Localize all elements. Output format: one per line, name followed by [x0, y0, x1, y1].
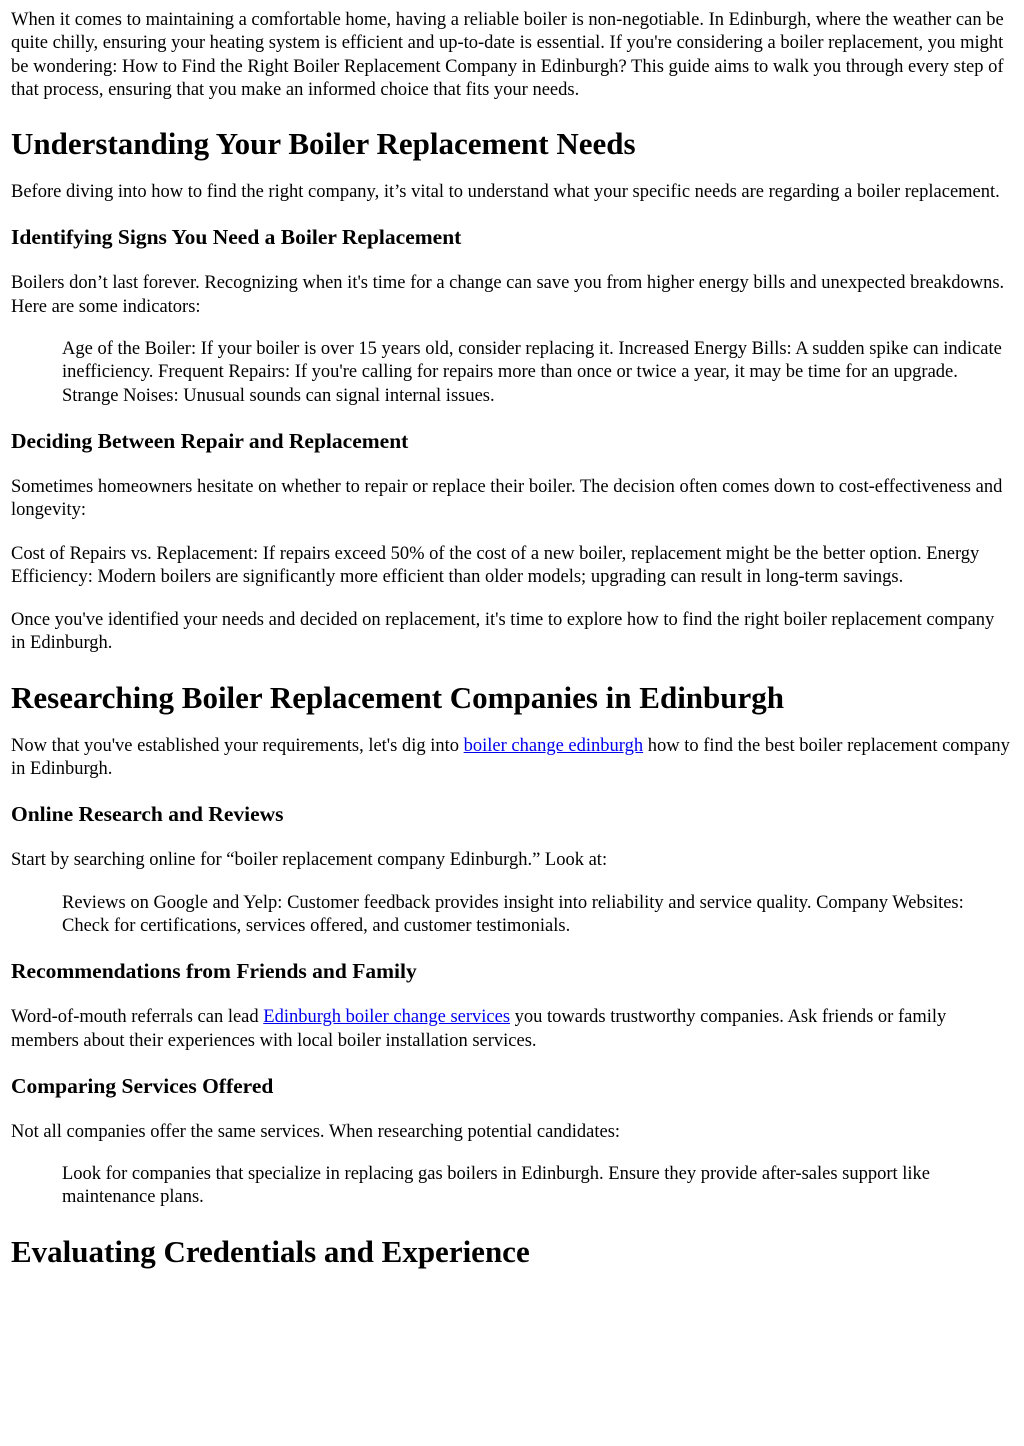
recommendations-paragraph [11, 1006, 1011, 1053]
section-heading-researching-companies: Researching Boiler Replacement Companies in Edinburgh [11, 679, 785, 715]
signs-indented-list: Age of the Boiler: If your boiler is over 15 years old, consider replacing it. Increased Energy Bills: A sudden spike can indicate inefficiency. Frequent Repairs: If you're calling for repairs more than once or twice a year, it may be time for an upgrade. Strange Noises: Unusual sounds can signal internal issues. [62, 339, 1002, 406]
online-research-paragraph: Start by searching online for “boiler replacement company Edinburgh.” Look at: [11, 850, 608, 871]
research-intro-text-after: how to find the best boiler replacement company in Edinburgh. [11, 735, 1010, 780]
next-step-paragraph: Once you've identified your needs and decided on replacement, it's time to explore how to find the right boiler replacement company in Edinburgh. [11, 610, 995, 654]
recommendations-text-after: you towards trustworthy companies. Ask friends or family members about their experiences with local boiler installation services. [11, 1007, 947, 1051]
repair-vs-replacement-paragraph: Sometimes homeowners hesitate on whether to repair or replace their boiler. The decision often comes down to cost-effectiveness and longevity: [11, 476, 1003, 521]
section-heading-credentials: Evaluating Credentials and Experience [11, 1233, 530, 1269]
intro-paragraph: When it comes to maintaining a comfortable home, having a reliable boiler is non-negotiable. In Edinburgh, where the weather can be quite chilly, ensuring your heating system is efficient and up-to-date is essential. If you're considering a boiler replacement, you might be wondering: How to Find the Right Boiler Replacement Company in Edinburgh? This guide aims to walk you through every step of that process, ensuring that you make an informed choice that fits your needs. [11, 10, 1004, 100]
subheading-recommendations: Recommendations from Friends and Family [11, 959, 417, 984]
online-research-indented-list: Reviews on Google and Yelp: Customer feedback provides insight into reliability and service quality. Company Websites: Check for certifications, services offered, and customer testimonials. [62, 892, 964, 936]
subheading-repair-vs-replacement: Deciding Between Repair and Replacement [11, 428, 409, 453]
signs-paragraph: Boilers don’t last forever. Recognizing when it's time for a change can save you from higher energy bills and unexpected breakdowns. Here are some indicators: [11, 273, 1005, 317]
research-intro-paragraph [11, 735, 1011, 782]
edinburgh-boiler-change-services-link[interactable]: Edinburgh boiler change services [263, 1007, 511, 1028]
comparing-services-indented-list: Look for companies that specialize in replacing gas boilers in Edinburgh. Ensure they provide after-sales support like maintenance plans. [62, 1164, 931, 1208]
section-heading-understanding-needs: Understanding Your Boiler Replacement Needs [11, 126, 636, 162]
subheading-identifying-signs: Identifying Signs You Need a Boiler Replacement [11, 225, 462, 250]
cost-efficiency-paragraph: Cost of Repairs vs. Replacement: If repairs exceed 50% of the cost of a new boiler, replacement might be the better option. Energy Efficiency: Modern boilers are significantly more efficient than older models; upgrading can result in long-term savings. [11, 543, 980, 587]
boiler-change-edinburgh-link[interactable]: boiler change edinburgh [463, 735, 644, 756]
subheading-online-research: Online Research and Reviews [11, 802, 284, 827]
research-intro-text-before: Now that you've established your requirements, let's dig into [11, 735, 464, 756]
recommendations-text-before: Word-of-mouth referrals can lead [11, 1007, 264, 1028]
comparing-services-paragraph: Not all companies offer the same services. When researching potential candidates: [11, 1121, 621, 1142]
subheading-comparing-services: Comparing Services Offered [11, 1073, 274, 1098]
section-intro-paragraph: Before diving into how to find the right company, it’s vital to understand what your specific needs are regarding a boiler replacement. [11, 182, 1000, 203]
